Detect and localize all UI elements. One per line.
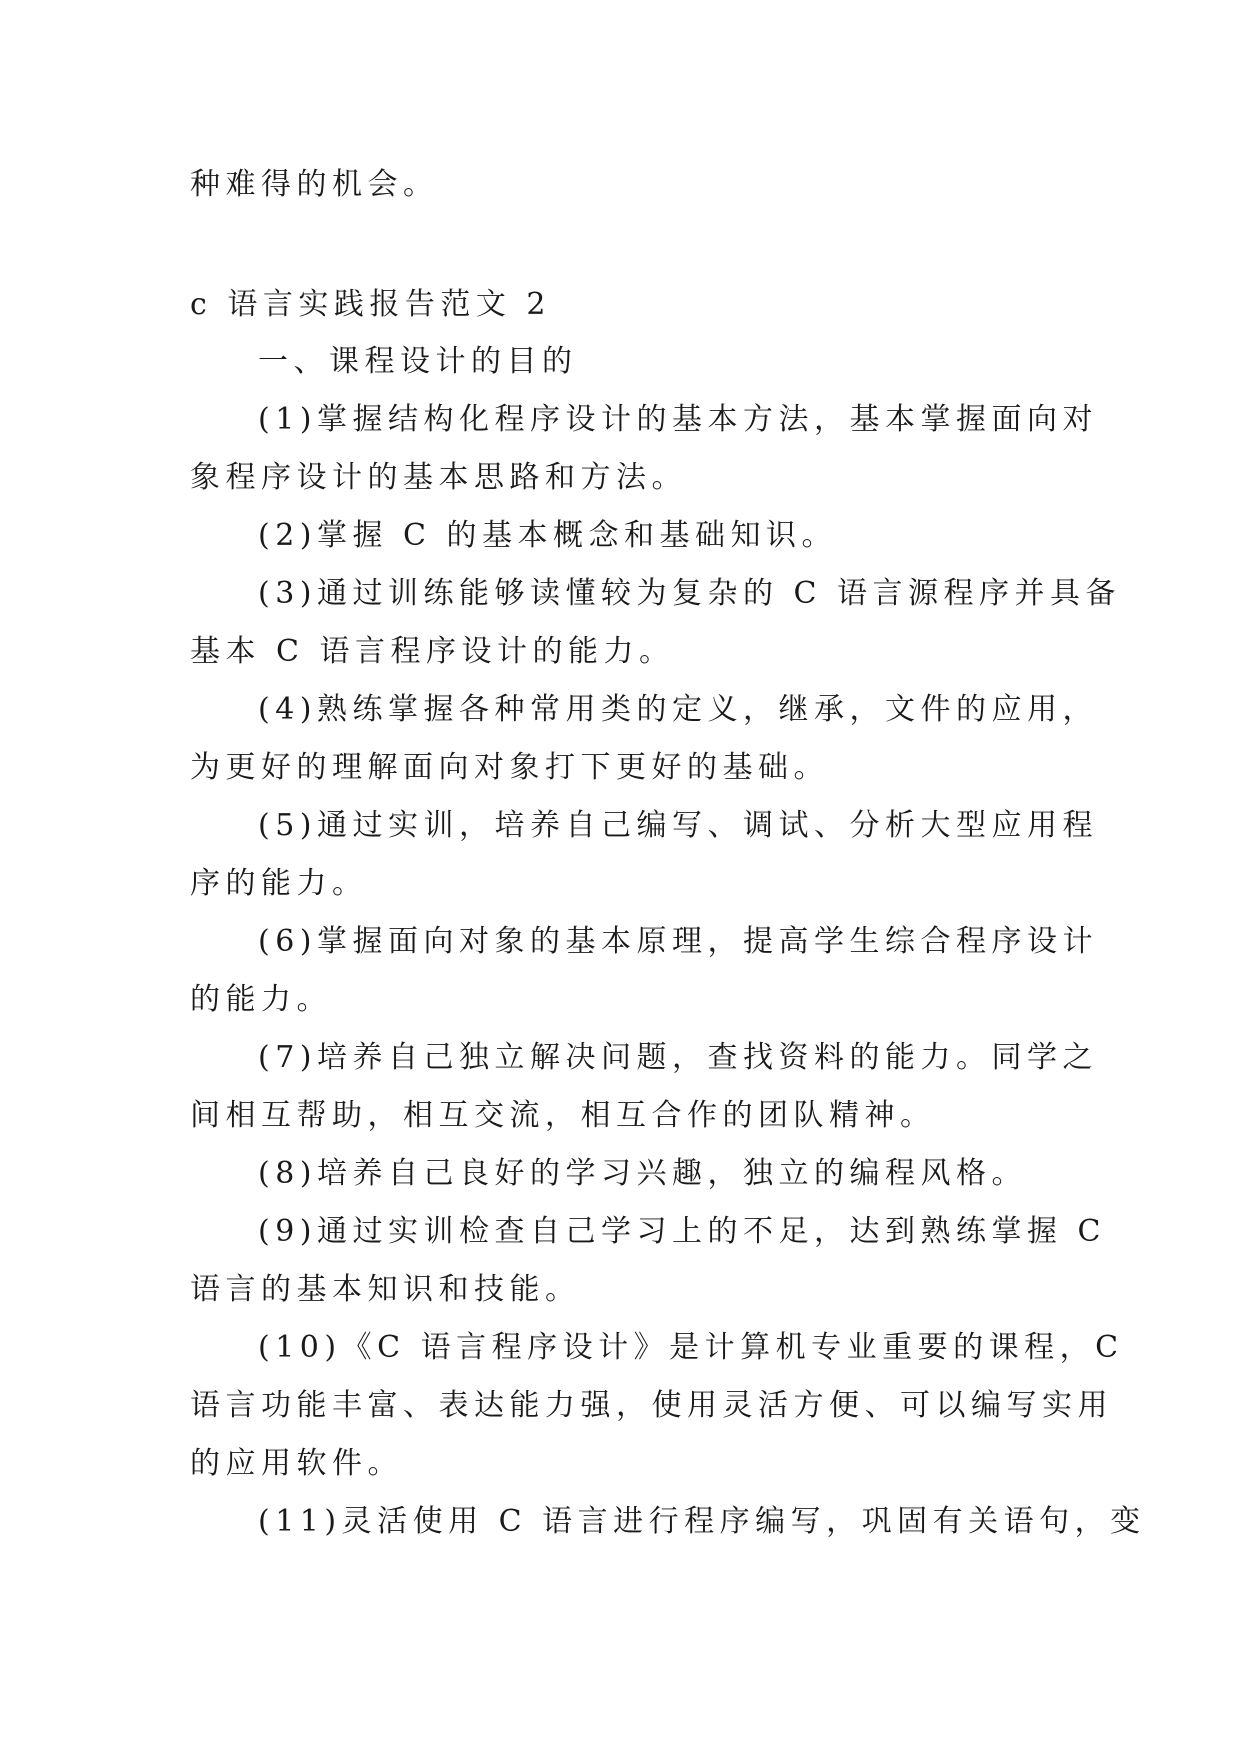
item-2-line-1: (2)掌握 C 的基本概念和基础知识。 (258, 518, 838, 553)
item-3-line-1: (3)通过训练能够读懂较为复杂的 C 语言源程序并具备 (258, 576, 1122, 611)
item-6-line-1: (6)掌握面向对象的基本原理，提高学生综合程序设计 (258, 924, 1098, 959)
item-4-line-1: (4)熟练掌握各种常用类的定义，继承，文件的应用， (258, 692, 1098, 727)
item-9-line-2: 语言的基本知识和技能。 (190, 1272, 581, 1307)
item-6-line-2: 的能力。 (190, 982, 332, 1017)
item-10-line-2: 语言功能丰富、表达能力强，使用灵活方便、可以编写实用 (190, 1388, 1113, 1423)
paragraph-continuation: 种难得的机会。 (190, 167, 439, 202)
item-4-line-2: 为更好的理解面向对象打下更好的基础。 (190, 750, 829, 785)
item-5-line-2: 序的能力。 (190, 866, 368, 901)
item-10-line-3: 的应用软件。 (190, 1446, 403, 1481)
item-5-line-1: (5)通过实训，培养自己编写、调试、分析大型应用程 (258, 808, 1098, 843)
item-7-line-2: 间相互帮助，相互交流，相互合作的团队精神。 (190, 1098, 936, 1133)
item-7-line-1: (7)培养自己独立解决问题，查找资料的能力。同学之 (258, 1040, 1098, 1075)
item-3-line-2: 基本 C 语言程序设计的能力。 (190, 634, 675, 669)
item-11-line-1: (11)灵活使用 C 语言进行程序编写，巩固有关语句，变 (258, 1504, 1146, 1539)
item-10-line-1: (10)《C 语言程序设计》是计算机专业重要的课程，C (258, 1330, 1124, 1365)
section-heading: 一、课程设计的目的 (258, 344, 578, 379)
item-8-line-1: (8)培养自己良好的学习兴趣，独立的编程风格。 (258, 1156, 1027, 1191)
item-1-line-1: (1)掌握结构化程序设计的基本方法，基本掌握面向对 (258, 402, 1098, 437)
item-9-line-1: (9)通过实训检查自己学习上的不足，达到熟练掌握 C (258, 1214, 1106, 1249)
item-1-line-2: 象程序设计的基本思路和方法。 (190, 460, 687, 495)
section-title: c 语言实践报告范文 2 (190, 287, 551, 322)
